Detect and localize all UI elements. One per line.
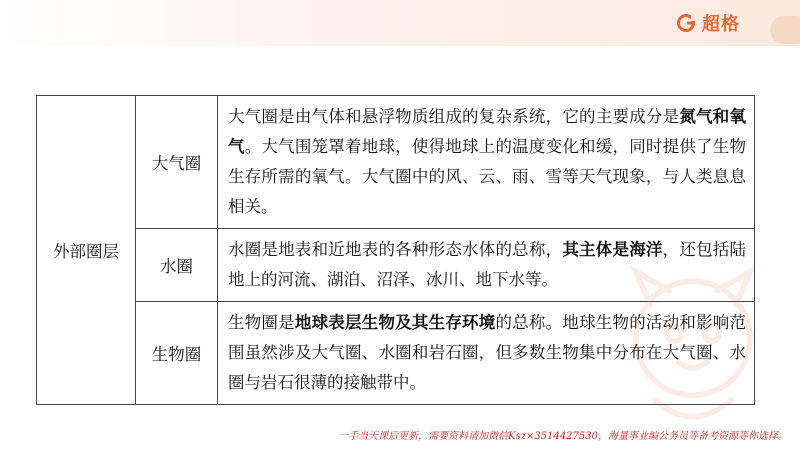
- header-tab-decoration: [770, 16, 800, 44]
- g-logo-icon: [676, 13, 696, 33]
- description-text: 的总称。地球生物的活动和影响范围虽然涉及大气圈、水圈和岩石圈，但多数生物集中分布在大气圈、水圈与岩石很薄的接触带中。: [228, 313, 747, 392]
- sphere-name-cell: 大气圈: [136, 96, 218, 229]
- group-label-cell: 外部圈层: [37, 96, 136, 405]
- description-text: 生物圈是: [228, 313, 295, 332]
- earth-spheres-table: [36, 95, 755, 405]
- emphasis-text: 其主体是海洋: [562, 240, 663, 259]
- description-text: 水圈是地表和近地表的各种形态水体的总称，: [228, 240, 563, 259]
- sphere-description-cell: [218, 96, 755, 229]
- description-text: ，还包括陆地上的河流、湖泊、沼泽、冰川、地下水等。: [228, 240, 747, 289]
- description-text: 。大气围笼罩着地球，使得地球上的温度变化和缓，同时提供了生物生存所需的氧气。大气圈中的风、云、雨、雪等天气现象，与人类息息相关。: [228, 137, 747, 216]
- brand-logo[interactable]: [676, 10, 740, 36]
- emphasis-text: 地球表层生物及其生存环境: [294, 313, 496, 332]
- table-row: [37, 302, 755, 405]
- emphasis-text: 氮气和氧气: [228, 107, 747, 156]
- sphere-description-cell: [218, 302, 755, 405]
- brand-name: 超格: [702, 14, 740, 35]
- sphere-description-cell: [218, 229, 755, 302]
- footer-notice: 一手当天课后更新，需要资料请加微信Ksz×3514427530，海量事业编公务员等备考资源等你选择。: [338, 431, 788, 442]
- sphere-name-cell: 生物圈: [136, 302, 218, 405]
- sphere-name-cell: 水圈: [136, 229, 218, 302]
- table-row: [37, 229, 755, 302]
- table-row: [37, 96, 755, 229]
- description-text: 大气圈是由气体和悬浮物质组成的复杂系统，它的主要成分是: [228, 107, 680, 126]
